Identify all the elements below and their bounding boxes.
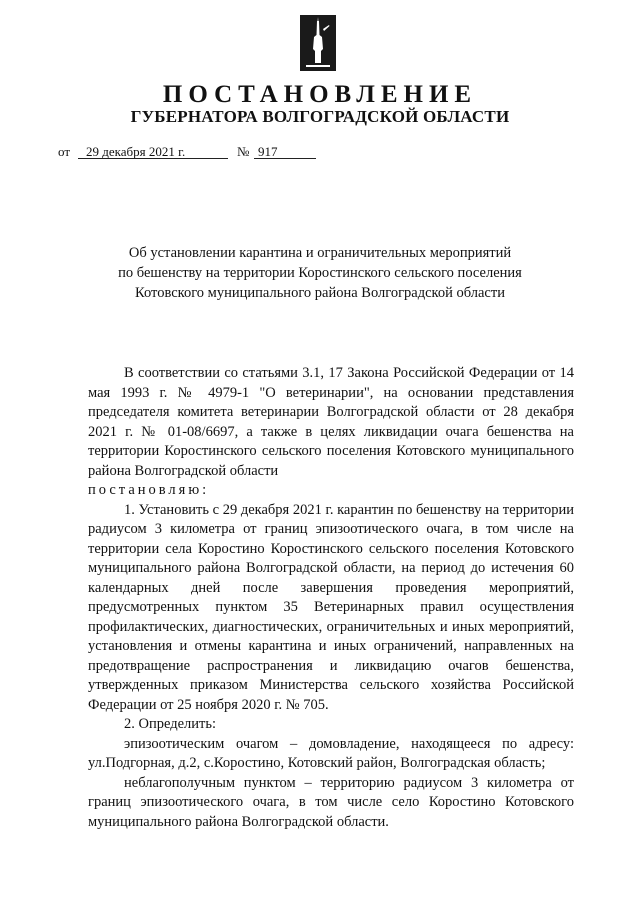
heading-line: по бешенству на территории Коростинского сельского поселения: [118, 265, 522, 281]
date-underline: [78, 158, 228, 159]
number-label: №: [237, 144, 250, 159]
document-body: [88, 364, 574, 832]
document-heading: [100, 243, 540, 303]
date-label: от: [58, 144, 71, 159]
item-1-paragraph: 1. Установить с 29 декабря 2021 г. карантин по бешенству на территории радиусом 3 километра от границ эпизоотического очага, в том числе на территории села Коростино Коростинского сельского поселения Котовского муниципального района Волгоградской области, на период до истечения 60 календарных дней после завершения проведения мероприятий, предусмотренных пунктом 35 Ветеринарных правил осуществления профилактических, диагностических, ограничительных и иных мероприятий, установления и отмены карантина и иных ограничений, направленных на предотвращение распространения и ликвидацию очагов бешенства, утвержденных приказом Министерства сельского хозяйства Российской Федерации от 25 ноября 2020 г. № 705.: [88, 501, 574, 713]
number-underline: [254, 158, 316, 159]
document-subtitle: ГУБЕРНАТОРА ВОЛГОГРАДСКОЙ ОБЛАСТИ: [130, 107, 510, 126]
document-title: ПОСТАНОВЛЕНИЕ: [162, 81, 478, 108]
heading-line: Об установлении карантина и ограничительных мероприятий: [128, 245, 512, 261]
item-2-area-paragraph: неблагополучным пунктом – территорию радиусом 3 километра от границ эпизоотического очага, в том числе село Коростино Котовского муниципального района Волгоградской области.: [88, 774, 574, 830]
date-value: 29 декабря 2021 г.: [86, 144, 186, 159]
heading-line: Котовского муниципального района Волгоградской области: [135, 285, 505, 301]
item-2-focus-paragraph: эпизоотическим очагом – домовладение, находящееся по адресу: ул.Подгорная, д.2, с.Коростино, Котовский район, Волгоградская область;: [88, 735, 574, 771]
coat-of-arms-icon: [300, 15, 336, 71]
number-value: 917: [258, 144, 278, 159]
decree-word: постановляю:: [88, 482, 210, 498]
preamble-paragraph: В соответствии со статьями 3.1, 17 Закона Российской Федерации от 14 мая 1993 г. № 4979-1 "О ветеринарии", на основании представления председателя комитета ветеринарии Волгоградской области от 28 декабря 2021 г. № 01-08/6697, а также в целях ликвидации очага бешенства на территории Коростинского сельского поселения Котовского муниципального района Волгоградской области: [88, 365, 574, 479]
item-2-heading: 2. Определить:: [124, 716, 217, 732]
